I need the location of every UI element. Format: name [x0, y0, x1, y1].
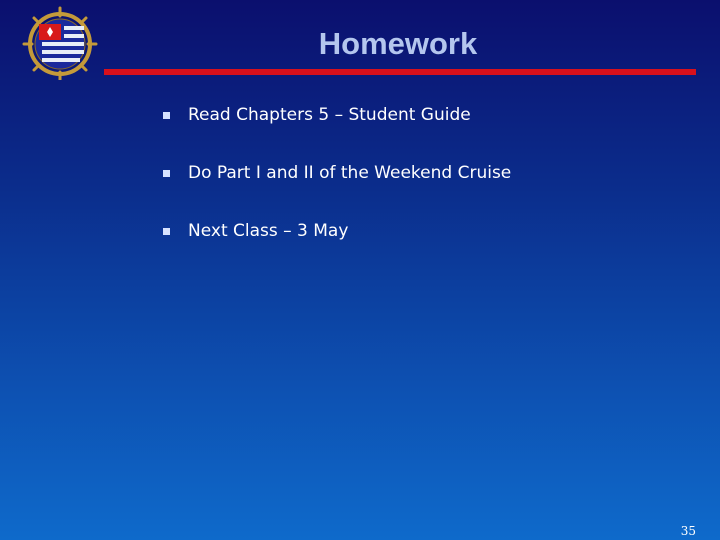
bullet-text: Next Class – 3 May [188, 221, 349, 241]
slide-title: Homework [318, 26, 478, 61]
square-bullet-icon [163, 228, 170, 235]
bullet-item [160, 100, 511, 130]
square-bullet-icon [163, 170, 170, 177]
square-bullet-icon [163, 112, 170, 119]
bullet-item [160, 158, 511, 188]
slide-number: 35 [680, 524, 696, 538]
bullet-list [160, 100, 511, 274]
auxiliary-ensign-emblem-icon [12, 4, 102, 80]
bullet-text: Read Chapters 5 – Student Guide [188, 105, 471, 125]
title-divider [104, 69, 696, 75]
bullet-item [160, 216, 511, 246]
bullet-text: Do Part I and II of the Weekend Cruise [188, 163, 512, 183]
